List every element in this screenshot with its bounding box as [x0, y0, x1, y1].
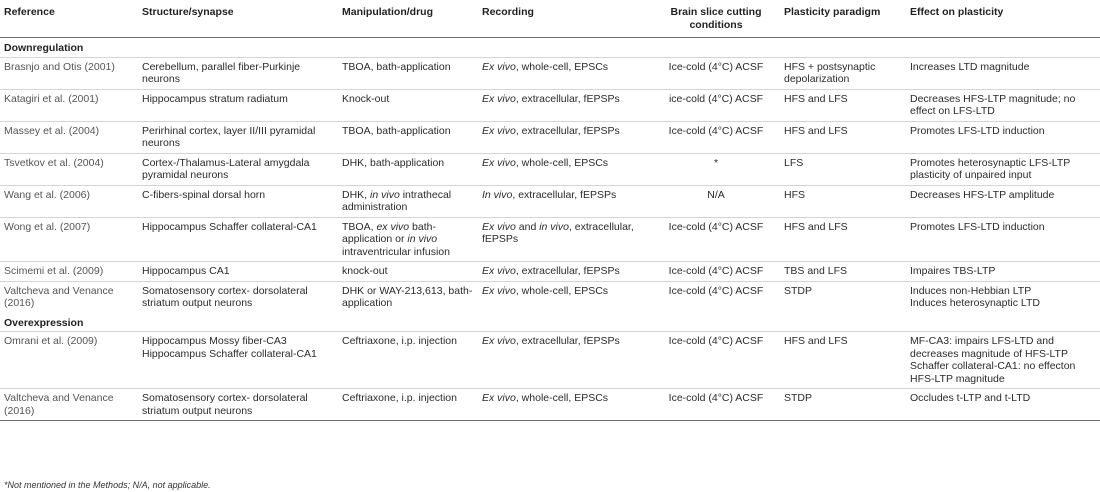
table-row: [0, 57, 1100, 89]
cell-paradigm: HFS and LFS: [780, 121, 906, 153]
recording-part-a: Ex vivo: [482, 220, 516, 233]
cell-reference: Valtcheva and Venance (2016): [0, 389, 138, 421]
table-row: [0, 185, 1100, 217]
cell-manipulation: DHK or WAY-213,613, bath-application: [338, 281, 478, 313]
recording-rest: , whole-cell, EPSCs: [515, 156, 609, 169]
recording-italic: Ex vivo: [482, 284, 516, 297]
cell-cutting: Ice-cold (4°C) ACSF: [652, 262, 780, 282]
table-row: [0, 281, 1100, 313]
cell-recording: [478, 57, 652, 89]
recording-rest: , extracellular, fEPSPs: [512, 188, 617, 201]
cell-effect: Promotes LFS-LTD induction: [906, 217, 1100, 262]
header-cutting: Brain slice cutting conditions: [652, 0, 780, 38]
cell-manipulation: [338, 217, 478, 262]
recording-rest: , whole-cell, EPSCs: [515, 60, 609, 73]
cell-structure: Cerebellum, parallel fiber-Purkinje neurons: [138, 57, 338, 89]
recording-part-c: in vivo: [539, 220, 569, 233]
cell-reference: Wong et al. (2007): [0, 217, 138, 262]
cell-reference: Tsvetkov et al. (2004): [0, 153, 138, 185]
cell-manipulation: TBOA, bath-application: [338, 121, 478, 153]
cell-cutting: *: [652, 153, 780, 185]
recording-italic: Ex vivo: [482, 335, 516, 347]
manipulation-part-b: ex vivo: [376, 220, 410, 233]
cell-reference: Katagiri et al. (2001): [0, 89, 138, 121]
header-effect: Effect on plasticity: [906, 0, 1100, 38]
recording-rest: , extracellular, fEPSPs: [515, 92, 620, 105]
cell-paradigm: LFS: [780, 153, 906, 185]
cell-recording: [478, 281, 652, 313]
manipulation-part-d: in vivo: [407, 233, 438, 245]
header-paradigm: Plasticity paradigm: [780, 0, 906, 38]
section-label-downregulation: Downregulation: [4, 42, 84, 54]
header-recording: Recording: [478, 0, 652, 38]
cell-paradigm: HFS and LFS: [780, 332, 906, 389]
cell-manipulation: DHK, bath-application: [338, 153, 478, 185]
recording-rest: , extracellular, fEPSPs: [515, 265, 620, 277]
table-row: [0, 332, 1100, 389]
cell-effect: Decreases HFS-LTP amplitude: [906, 185, 1100, 217]
cell-reference: Wang et al. (2006): [0, 185, 138, 217]
cell-structure: Perirhinal cortex, layer II/III pyramidal neurons: [138, 121, 338, 153]
cell-cutting: Ice-cold (4°C) ACSF: [652, 389, 780, 421]
recording-rest: , whole-cell, EPSCs: [515, 392, 609, 404]
cell-manipulation: [338, 185, 478, 217]
cell-cutting: N/A: [652, 185, 780, 217]
section-label-overexpression: Overexpression: [4, 316, 84, 329]
table-row: [0, 389, 1100, 421]
cell-reference: Scimemi et al. (2009): [0, 262, 138, 282]
effect-line-2: Induces heterosynaptic LTD: [910, 297, 1040, 309]
cell-structure: Hippocampus Schaffer collateral-CA1: [138, 217, 338, 262]
cell-cutting: ice-cold (4°C) ACSF: [652, 89, 780, 121]
cell-paradigm: HFS: [780, 185, 906, 217]
cell-manipulation: knock-out: [338, 262, 478, 282]
cell-paradigm: HFS and LFS: [780, 89, 906, 121]
cell-reference: Valtcheva and Venance (2016): [0, 281, 138, 313]
manipulation-italic: in vivo: [370, 188, 400, 201]
recording-rest: , whole-cell, EPSCs: [515, 284, 609, 297]
cell-structure: Hippocampus stratum radiatum: [138, 89, 338, 121]
cell-effect: Occludes t-LTP and t-LTD: [906, 389, 1100, 421]
cell-paradigm: TBS and LFS: [780, 262, 906, 282]
cell-manipulation: Knock-out: [338, 89, 478, 121]
cell-cutting: Ice-cold (4°C) ACSF: [652, 217, 780, 262]
recording-rest: , extracellular, fEPSPs: [515, 335, 620, 347]
cell-effect: Promotes LFS-LTD induction: [906, 121, 1100, 153]
recording-italic: Ex vivo: [482, 60, 516, 73]
table-row: [0, 153, 1100, 185]
recording-italic: Ex vivo: [482, 392, 516, 404]
header-structure: Structure/synapse: [138, 0, 338, 38]
recording-italic: Ex vivo: [482, 265, 516, 277]
cell-structure: Cortex-/Thalamus-Lateral amygdala pyramidal neurons: [138, 153, 338, 185]
recording-italic: Ex vivo: [482, 124, 516, 137]
cell-recording: [478, 332, 652, 389]
cell-effect: Decreases HFS-LTP magnitude; no effect on LFS-LTD: [906, 89, 1100, 121]
cell-reference: Brasnjo and Otis (2001): [0, 57, 138, 89]
table-footnote: *Not mentioned in the Methods; N/A, not applicable.: [4, 480, 211, 490]
manipulation-pre: DHK,: [342, 188, 371, 201]
table-row: [0, 89, 1100, 121]
recording-part-d: , extracellular, fEPSPs: [482, 220, 634, 245]
manipulation-part-a: TBOA,: [342, 220, 377, 233]
cell-paradigm: STDP: [780, 389, 906, 421]
recording-italic: Ex vivo: [482, 92, 516, 105]
cell-recording: [478, 121, 652, 153]
cell-paradigm: HFS + postsynaptic depolarization: [780, 57, 906, 89]
recording-rest: , extracellular, fEPSPs: [515, 124, 620, 137]
header-reference: Reference: [0, 0, 138, 38]
cell-recording: [478, 89, 652, 121]
cell-manipulation: Ceftriaxone, i.p. injection: [338, 389, 478, 421]
cell-structure: Hippocampus CA1: [138, 262, 338, 282]
cell-cutting: Ice-cold (4°C) ACSF: [652, 281, 780, 313]
table-row: [0, 217, 1100, 262]
effect-line-1: Induces non-Hebbian LTP: [910, 284, 1032, 297]
manipulation-part-e: intraventricular infusion: [342, 245, 450, 258]
section-row-downregulation: [0, 38, 1100, 58]
cell-structure: Somatosensory cortex- dorsolateral striatum output neurons: [138, 389, 338, 421]
cell-reference: Omrani et al. (2009): [0, 332, 138, 389]
recording-italic: Ex vivo: [482, 156, 516, 169]
cell-manipulation: Ceftriaxone, i.p. injection: [338, 332, 478, 389]
cell-effect: MF-CA3: impairs LFS-LTD and decreases magnitude of HFS-LTP Schaffer collateral-CA1: no effecton HFS-LTP magnitude: [906, 332, 1100, 389]
cell-recording: [478, 185, 652, 217]
cell-recording: [478, 389, 652, 421]
header-manipulation: Manipulation/drug: [338, 0, 478, 38]
section-row-overexpression: [0, 313, 1100, 332]
table-row: [0, 121, 1100, 153]
cell-effect: Impaires TBS-LTP: [906, 262, 1100, 282]
cell-recording: [478, 217, 652, 262]
cell-manipulation: TBOA, bath-application: [338, 57, 478, 89]
recording-italic: In vivo: [482, 188, 513, 201]
cell-reference: Massey et al. (2004): [0, 121, 138, 153]
header-row: [0, 0, 1100, 38]
cell-recording: [478, 153, 652, 185]
table-row: [0, 262, 1100, 282]
recording-part-b: and: [515, 220, 540, 233]
cell-cutting: Ice-cold (4°C) ACSF: [652, 332, 780, 389]
cell-structure: Somatosensory cortex- dorsolateral striatum output neurons: [138, 281, 338, 313]
cell-recording: [478, 262, 652, 282]
cell-structure: C-fibers-spinal dorsal horn: [138, 185, 338, 217]
manipulation-post: intrathecal administration: [342, 188, 452, 213]
cell-structure: Hippocampus Mossy fiber-CA3 Hippocampus Schaffer collateral-CA1: [138, 332, 338, 389]
manipulation-part-c: bath-application or: [342, 220, 436, 245]
cell-paradigm: STDP: [780, 281, 906, 313]
cell-cutting: Ice-cold (4°C) ACSF: [652, 57, 780, 89]
cell-paradigm: HFS and LFS: [780, 217, 906, 262]
cell-effect: Promotes heterosynaptic LFS-LTP plasticity of unpaired input: [906, 153, 1100, 185]
cell-effect: [906, 281, 1100, 313]
cell-effect: Increases LTD magnitude: [906, 57, 1100, 89]
cell-cutting: Ice-cold (4°C) ACSF: [652, 121, 780, 153]
